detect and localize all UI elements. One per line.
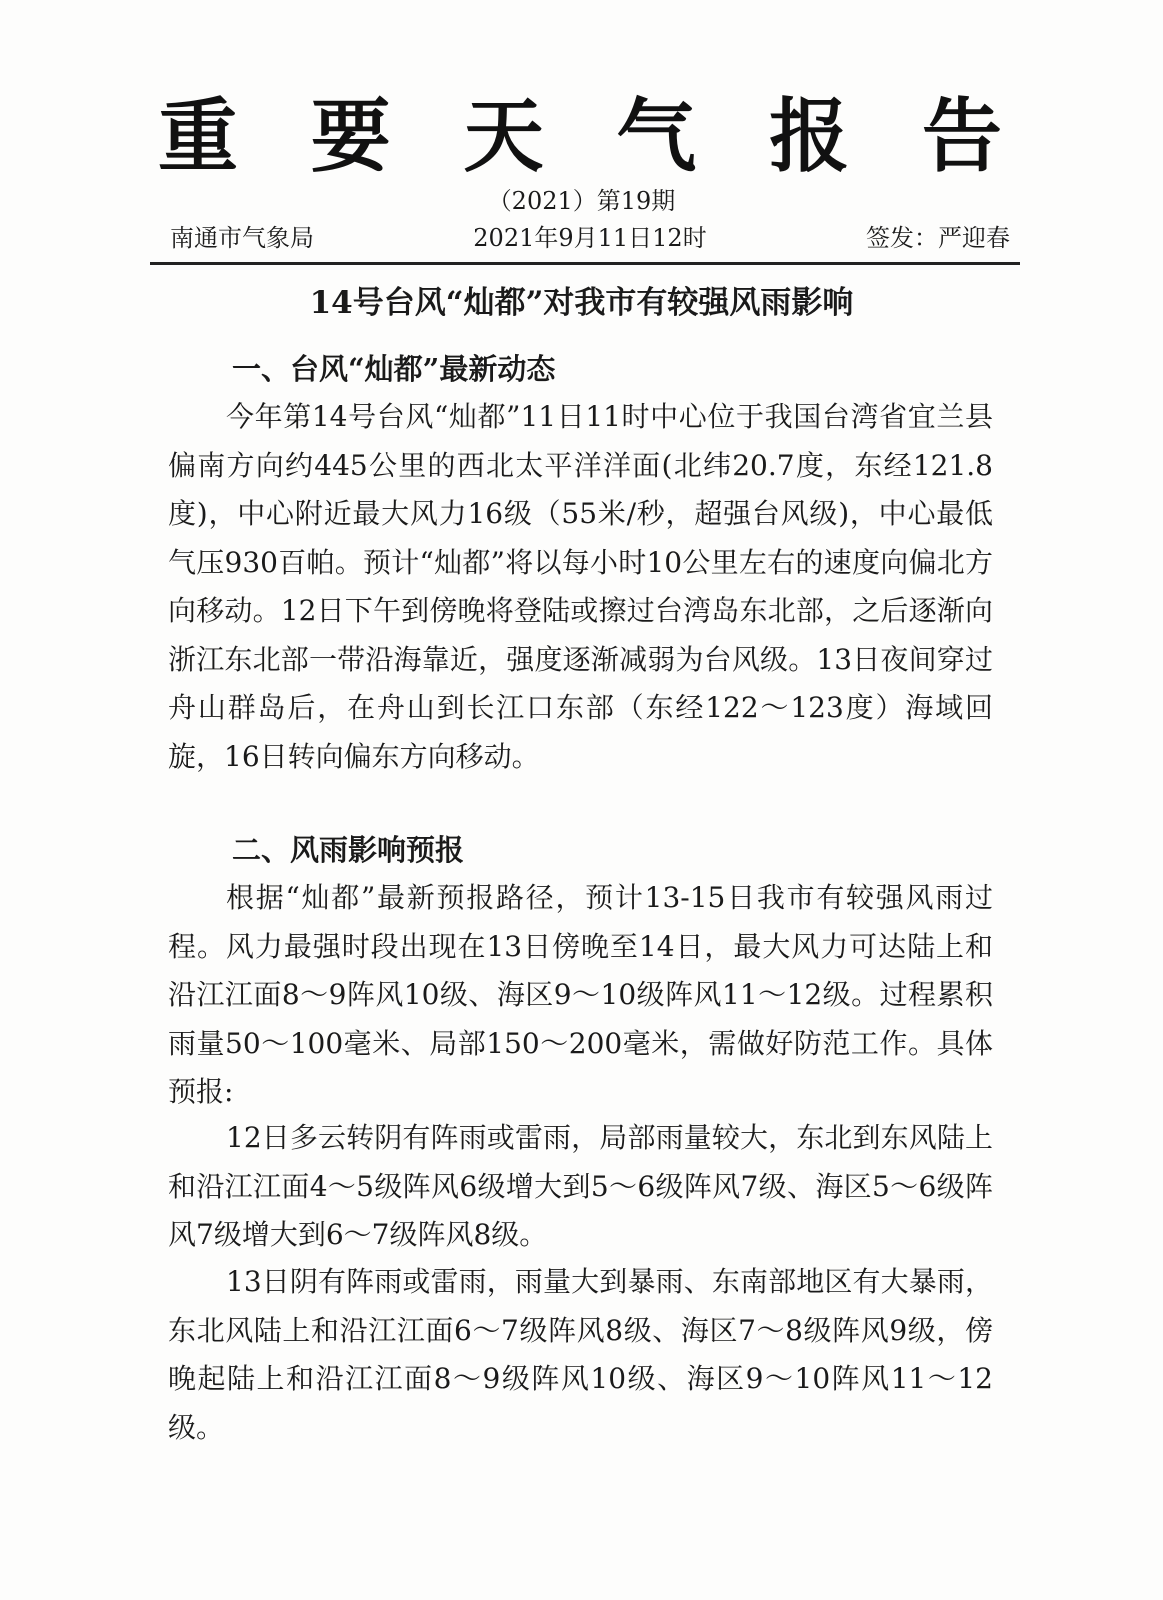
section-heading-latest-status: 一、台风“灿都”最新动态 [232,352,556,386]
issue-datetime: 2021年9月11日12时 [473,224,707,252]
signer-name: 严迎春 [938,224,1010,252]
signer [866,222,1010,254]
document-headline: 14号台风“灿都”对我市有较强风雨影响 [309,285,854,321]
masthead-title [150,92,1010,182]
section-heading-forecast: 二、风雨影响预报 [232,833,465,867]
masthead-char: 报 [769,90,850,183]
paragraph-forecast-overview: 根据“灿都”最新预报路径，预计13-15日我市有较强风雨过程。风力最强时段出现在13日傍晚至14日，最大风力可达陆上和沿江江面8～9阵风10级、海区9～10级阵风11～12级。过程累积雨量50～100毫米、局部150～200毫米，需做好防范工作。具体预报: [168,881,993,1108]
masthead-char: 要 [310,90,391,183]
masthead-char: 重 [158,90,238,183]
masthead-char: 告 [921,90,1002,183]
signer-label: 签发： [866,224,938,252]
meta-row [170,222,1010,254]
header-divider [150,262,1020,265]
paragraph-forecast-day13: 13日阴有阵雨或雷雨，雨量大到暴雨、东南部地区有大暴雨，东北风陆上和沿江江面6～7级阵风8级、海区7～8级阵风9级，傍晚起陆上和沿江江面8～9级阵风10级、海区9～10阵风11～12级。 [168,1265,993,1444]
paragraph-forecast-day12: 12日多云转阴有阵雨或雷雨，局部雨量较大，东北到东风陆上和沿江江面4～5级阵风6级增大到5～6级阵风7级、海区5～6级阵风7级增大到6～7级阵风8级。 [168,1121,993,1251]
paragraph-typhoon-status: 今年第14号台风“灿都”11日11时中心位于我国台湾省宜兰县偏南方向约445公里的西北太平洋洋面(北纬20.7度，东经121.8度)，中心附近最大风力16级（55米/秒，超强台风级)，中心最低气压930百帕。预计“灿都”将以每小时10公里左右的速度向偏北方向移动。12日下午到傍晚将登陆或擦过台湾岛东北部，之后逐渐向浙江东北部一带沿海靠近，强度逐渐减弱为台风级。13日夜间穿过舟山群岛后，在舟山到长江口东部（东经122～123度）海域回旋，16日转向偏东方向移动。 [168,400,993,773]
masthead-char: 天 [463,90,544,183]
issue-number: （2021）第19期 [487,187,676,215]
agency-name: 南通市气象局 [170,224,314,252]
masthead-char: 气 [616,90,697,183]
